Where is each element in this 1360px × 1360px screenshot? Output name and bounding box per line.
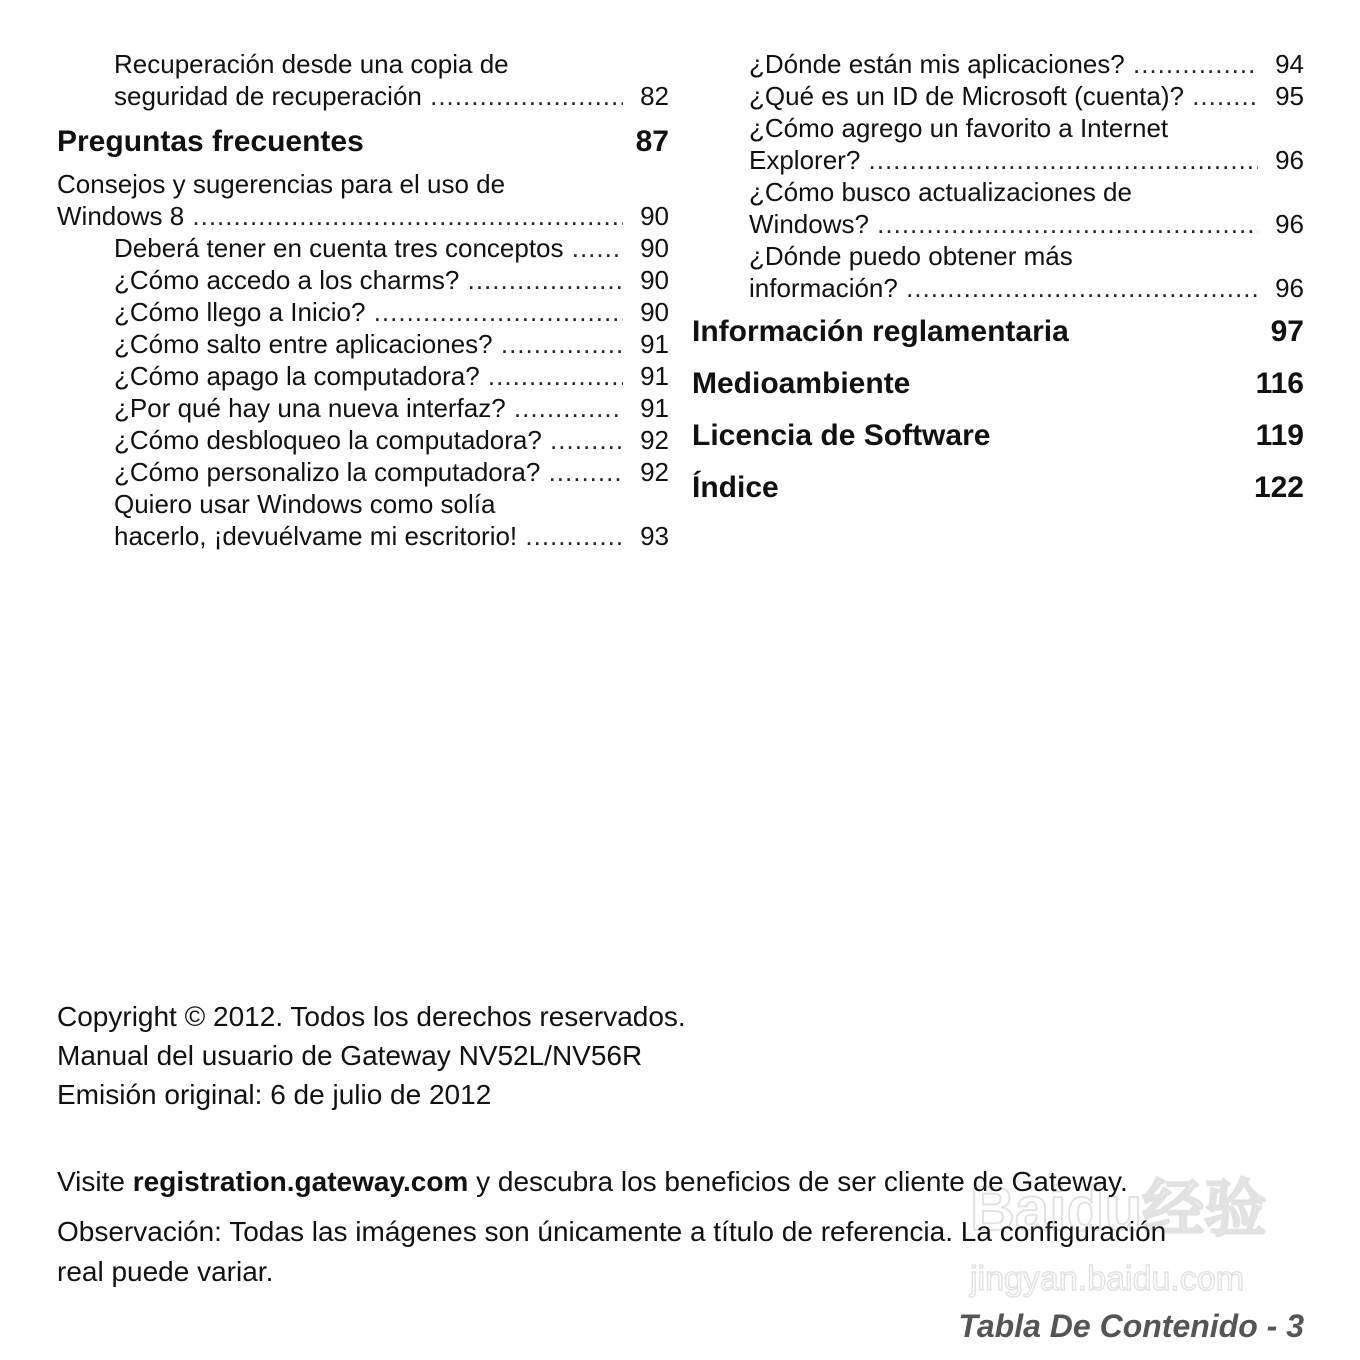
- toc-entry[interactable]: [57, 232, 669, 264]
- toc-entry-page: 96: [1275, 273, 1304, 303]
- toc-entry-page: 90: [640, 233, 669, 263]
- toc-heading-page: 116: [1255, 367, 1304, 400]
- toc-entry-title-line-2: seguridad de recuperación: [114, 81, 422, 111]
- toc-entry[interactable]: [692, 176, 1304, 240]
- toc-heading-page: 122: [1253, 471, 1304, 504]
- toc-heading-title: Licencia de Software: [692, 419, 991, 452]
- toc-left-column: [57, 48, 669, 552]
- toc-entry-page: 91: [640, 361, 669, 391]
- visit-prefix: Visite: [57, 1166, 133, 1197]
- toc-entry[interactable]: [57, 488, 669, 552]
- toc-entry-title-line-1: Consejos y sugerencias para el uso de: [57, 169, 506, 199]
- toc-section-heading[interactable]: [692, 366, 1304, 402]
- toc-section-heading[interactable]: [692, 314, 1304, 350]
- toc-entry-title: ¿Qué es un ID de Microsoft (cuenta)?: [749, 81, 1184, 111]
- toc-entry[interactable]: [57, 360, 669, 392]
- watermark-url: jingyan.baidu.com: [970, 1260, 1245, 1298]
- toc-entry[interactable]: [692, 48, 1304, 80]
- toc-entry-title-line-1: Recuperación desde una copia de: [114, 49, 509, 79]
- toc-entry-page: 82: [640, 81, 669, 111]
- toc-entry-title-line-2: información?: [749, 273, 898, 303]
- toc-entry[interactable]: [57, 328, 669, 360]
- toc-heading-title: Preguntas frecuentes: [57, 125, 364, 158]
- toc-heading-page: 97: [1270, 315, 1304, 348]
- toc-entry-page: 90: [640, 201, 669, 231]
- toc-entry[interactable]: [57, 456, 669, 488]
- toc-entry-title: ¿Cómo llego a Inicio?: [114, 297, 366, 327]
- toc-entry-title: ¿Dónde están mis aplicaciones?: [749, 49, 1125, 79]
- toc-entry-page: 95: [1275, 81, 1304, 111]
- copyright-block: [57, 997, 1307, 1114]
- toc-entry-page: 91: [640, 329, 669, 359]
- toc-entry-title: ¿Cómo salto entre aplicaciones?: [114, 329, 493, 359]
- footer-page-number: 3: [1286, 1308, 1304, 1344]
- watermark-brand: Baidu经验: [970, 1175, 1267, 1244]
- toc-entry-title: ¿Cómo accedo a los charms?: [114, 265, 460, 295]
- toc-entry-page: 90: [640, 265, 669, 295]
- toc-entry-title: ¿Cómo apago la computadora?: [114, 361, 480, 391]
- baidu-watermark-icon: [950, 1150, 1280, 1310]
- note-line-2: real puede variar.: [57, 1256, 274, 1287]
- page-footer: [959, 1308, 1305, 1345]
- toc-entry-title-line-2: Explorer?: [749, 145, 861, 175]
- visit-suffix: y descubra los beneficios de ser cliente de Gateway.: [468, 1166, 1128, 1197]
- toc-entry[interactable]: [57, 168, 669, 232]
- toc-entry-title-line-1: Quiero usar Windows como solía: [114, 489, 496, 519]
- toc-entry[interactable]: [692, 112, 1304, 176]
- toc-entry-title-line-1: ¿Cómo busco actualizaciones de: [749, 177, 1132, 207]
- toc-entry-page: 96: [1275, 209, 1304, 239]
- toc-entry-page: 91: [640, 393, 669, 423]
- toc-entry-title-line-1: ¿Dónde puedo obtener más: [749, 241, 1073, 271]
- toc-heading-page: 119: [1255, 419, 1304, 452]
- toc-heading-title: Información reglamentaria: [692, 315, 1069, 348]
- toc-section-heading[interactable]: [692, 418, 1304, 454]
- toc-entry-title-line-1: ¿Cómo agrego un favorito a Internet: [749, 113, 1169, 143]
- copyright-line: Copyright © 2012. Todos los derechos reservados.: [57, 1001, 686, 1032]
- toc-section-heading[interactable]: [57, 124, 669, 160]
- manual-title-line: Manual del usuario de Gateway NV52L/NV56R: [57, 1040, 643, 1071]
- issue-date-line: Emisión original: 6 de julio de 2012: [57, 1079, 492, 1110]
- toc-entry[interactable]: [57, 296, 669, 328]
- toc-entry-page: 93: [640, 521, 669, 551]
- toc-entry-title-line-2: Windows 8: [57, 201, 185, 231]
- toc-heading-title: Índice: [692, 471, 779, 504]
- registration-link[interactable]: registration.gateway.com: [132, 1166, 469, 1197]
- toc-section-heading[interactable]: [692, 470, 1304, 506]
- toc-heading-page: 87: [635, 125, 669, 158]
- toc-entry-page: 94: [1275, 49, 1304, 79]
- toc-entry-title-line-2: hacerlo, ¡devuélvame mi escritorio!: [114, 521, 518, 551]
- toc-entry-title: ¿Cómo personalizo la computadora?: [114, 457, 541, 487]
- toc-entry-page: 90: [640, 297, 669, 327]
- toc-entry-title: Deberá tener en cuenta tres conceptos: [114, 233, 564, 263]
- toc-entry[interactable]: [692, 240, 1304, 304]
- toc-entry[interactable]: [57, 264, 669, 296]
- toc-entry-page: 96: [1275, 145, 1304, 175]
- toc-entry-page: 92: [640, 425, 669, 455]
- toc-entry-page: 92: [640, 457, 669, 487]
- toc-right-column: [692, 48, 1304, 522]
- note-line-1: Observación: Todas las imágenes son únicamente a título de referencia. La configuración: [57, 1216, 1167, 1247]
- toc-entry-title: ¿Cómo desbloqueo la computadora?: [114, 425, 542, 455]
- toc-entry[interactable]: [57, 392, 669, 424]
- footer-section-label: Tabla De Contenido -: [958, 1308, 1287, 1344]
- toc-entry[interactable]: [57, 424, 669, 456]
- toc-heading-title: Medioambiente: [692, 367, 911, 400]
- toc-entry-title-line-2: Windows?: [749, 209, 869, 239]
- toc-entry[interactable]: [692, 80, 1304, 112]
- toc-entry-title: ¿Por qué hay una nueva interfaz?: [114, 393, 506, 423]
- toc-entry[interactable]: [57, 48, 669, 112]
